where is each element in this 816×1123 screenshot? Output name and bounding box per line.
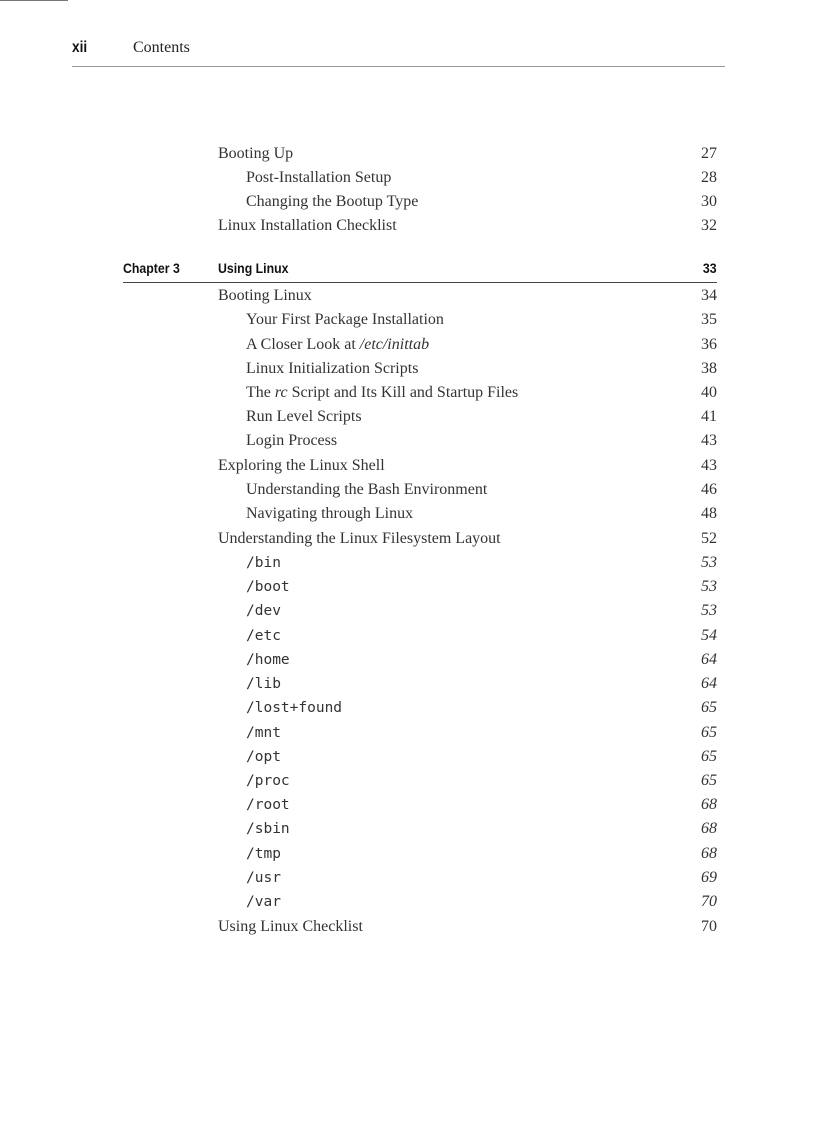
toc-entry-page: 40	[701, 384, 717, 401]
toc-entry-page: 53	[701, 554, 717, 571]
page-number: xii	[72, 39, 88, 56]
toc-entry-text: /sbin	[246, 821, 290, 837]
toc-entry-text: Login Process	[246, 432, 338, 449]
toc-subentry[interactable]	[246, 360, 717, 384]
toc-entry-text-prefix: A Closer Look at	[246, 336, 360, 353]
toc-entry-text-italic: rc	[274, 384, 288, 401]
toc-subentry[interactable]	[246, 311, 717, 335]
toc-subentry[interactable]	[246, 699, 717, 723]
toc-entry-page: 46	[701, 481, 717, 498]
running-header	[72, 38, 725, 67]
toc-entry-page: 32	[701, 217, 717, 234]
toc-entry-text: Changing the Bootup Type	[246, 193, 419, 210]
toc-entry-text: Understanding the Bash Environment	[246, 481, 488, 498]
toc-subentry[interactable]	[246, 893, 717, 917]
chapter-title: Using Linux	[218, 260, 289, 276]
toc-subentry[interactable]	[246, 505, 717, 529]
toc-subentry[interactable]	[246, 481, 717, 505]
toc-entry-page: 65	[701, 724, 717, 741]
toc-entry-text: Using Linux Checklist	[218, 918, 363, 935]
toc-entry-text: /proc	[246, 773, 290, 789]
toc-entry-page: 70	[701, 918, 717, 935]
header-title: Contents	[133, 39, 190, 56]
toc-entry-text	[246, 384, 518, 402]
toc-entry-text: /var	[246, 894, 281, 910]
toc-entry-text: Navigating through Linux	[246, 505, 414, 522]
toc-entry-page: 64	[701, 675, 717, 692]
toc-subentry[interactable]	[246, 432, 717, 456]
toc-subentry[interactable]	[246, 796, 717, 820]
toc-entry-page: 43	[701, 432, 717, 449]
toc-entry-text-italic: /etc/inittab	[359, 336, 430, 353]
toc-entry-text	[246, 336, 429, 354]
chapter-heading[interactable]	[123, 258, 717, 283]
toc-subentry[interactable]	[246, 578, 717, 602]
toc-entry-page: 65	[701, 699, 717, 716]
toc-subentry[interactable]	[246, 169, 717, 193]
toc-entry-text: /usr	[246, 870, 281, 886]
toc-entry-page: 36	[701, 336, 717, 353]
toc-subentry[interactable]	[246, 602, 717, 626]
toc-entry[interactable]	[218, 145, 717, 169]
toc-entry-text-prefix: The	[246, 384, 275, 401]
toc-entry-text: Run Level Scripts	[246, 408, 362, 425]
toc-entry-page: 65	[701, 772, 717, 789]
toc-entry-page: 41	[701, 408, 717, 425]
toc-entry-text: Linux Initialization Scripts	[246, 360, 419, 377]
toc-entry-page: 65	[701, 748, 717, 765]
toc-entry-page: 48	[701, 505, 717, 522]
toc-entry-page: 30	[701, 193, 717, 210]
toc-entry-text: Booting Linux	[218, 287, 312, 304]
toc-subentry[interactable]	[246, 845, 717, 869]
toc-entry[interactable]	[218, 530, 717, 554]
toc-entry[interactable]	[218, 217, 717, 241]
toc-entry-text: /lib	[246, 676, 281, 692]
toc-subentry[interactable]	[246, 651, 717, 675]
toc-entry-page: 43	[701, 457, 717, 474]
toc-subentry[interactable]	[246, 408, 717, 432]
toc-subentry[interactable]	[246, 675, 717, 699]
toc-entry-text: Exploring the Linux Shell	[218, 457, 385, 474]
toc-entry-text: /tmp	[246, 846, 281, 862]
toc-subentry[interactable]	[246, 748, 717, 772]
toc-entry[interactable]	[218, 287, 717, 311]
toc-entry-page: 69	[701, 869, 717, 886]
toc-entry-page: 54	[701, 627, 717, 644]
toc-entry-text: /etc	[246, 628, 281, 644]
toc-entry-text: Booting Up	[218, 145, 294, 162]
toc-entry-page: 38	[701, 360, 717, 377]
toc-entry[interactable]	[218, 457, 717, 481]
toc-entry-page: 35	[701, 311, 717, 328]
toc-entry-text: /home	[246, 652, 290, 668]
toc-subentry[interactable]	[246, 554, 717, 578]
toc-subentry[interactable]	[246, 724, 717, 748]
toc-subentry[interactable]	[246, 336, 717, 360]
toc-entry-text: /root	[246, 797, 290, 813]
toc-entry-text-suffix: Script and Its Kill and Startup Files	[287, 384, 519, 401]
toc-entry-page: 53	[701, 578, 717, 595]
toc-subentry[interactable]	[246, 384, 717, 408]
toc-entry-page: 64	[701, 651, 717, 668]
toc-entry-text: /lost+found	[246, 700, 343, 716]
toc-entry-text: Linux Installation Checklist	[218, 217, 397, 234]
toc-entry-page: 68	[701, 845, 717, 862]
toc-subentry[interactable]	[246, 193, 717, 217]
toc-entry-page: 52	[701, 530, 717, 547]
toc-entry-page: 34	[701, 287, 717, 304]
toc-entry-text: /bin	[246, 555, 281, 571]
toc-entry-page: 68	[701, 796, 717, 813]
toc-subentry[interactable]	[246, 772, 717, 796]
toc-entry-page: 68	[701, 820, 717, 837]
toc-entry-text: Your First Package Installation	[246, 311, 444, 328]
toc-entry-text: Understanding the Linux Filesystem Layout	[218, 530, 501, 547]
top-rule	[0, 0, 68, 1]
toc-entry-text: /mnt	[246, 725, 281, 741]
toc-subentry[interactable]	[246, 820, 717, 844]
toc-subentry[interactable]	[246, 627, 717, 651]
toc-entry-page: 53	[701, 602, 717, 619]
chapter-page: 33	[703, 260, 717, 276]
toc-entry-page: 27	[701, 145, 717, 162]
toc-entry-text: /boot	[246, 579, 290, 595]
chapter-label: Chapter 3	[123, 260, 180, 276]
toc-entry-text: /opt	[246, 749, 281, 765]
toc-entry-text: /dev	[246, 603, 281, 619]
toc-subentry[interactable]	[246, 869, 717, 893]
toc-entry[interactable]	[218, 918, 717, 942]
toc-entry-text: Post-Installation Setup	[246, 169, 392, 186]
toc-entry-page: 28	[701, 169, 717, 186]
toc-entry-page: 70	[701, 893, 717, 910]
